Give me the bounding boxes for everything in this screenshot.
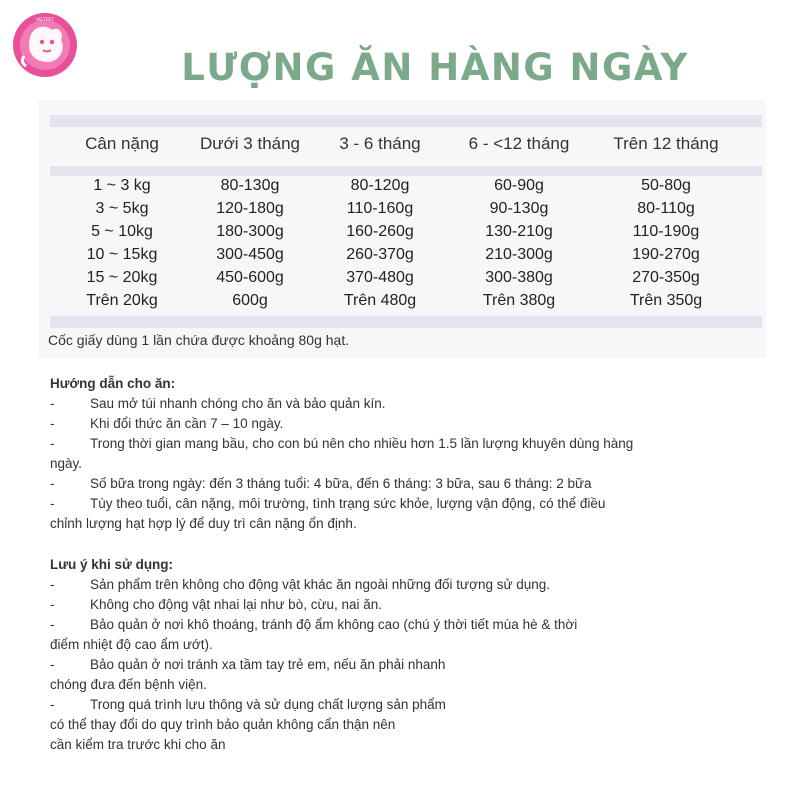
list-item-text: Không cho động vật nhai lại như bò, cừu, nai ăn. — [90, 597, 383, 612]
table-band-top — [50, 115, 762, 127]
cell-value: 270-350g — [632, 269, 700, 286]
cell-value: 450-600g — [216, 269, 284, 286]
cell-value: 120-180g — [216, 200, 284, 217]
cell-value: 600g — [232, 292, 268, 309]
cell-weight: 1 ~ 3 kg — [93, 177, 151, 194]
feeding-guide-heading: Hướng dẫn cho ăn: — [50, 376, 176, 391]
list-item-text: Tùy theo tuổi, cân nặng, môi trường, tình trạng sức khỏe, lượng vận động, có thể điều — [90, 496, 606, 511]
list-item: - Sản phẩm trên không cho động vật khác ăn ngoài những đối tượng sử dụng. — [50, 577, 551, 592]
header-over-12-months: Trên 12 tháng — [613, 134, 719, 153]
list-item: - Không cho động vật nhai lại như bò, cừu, nai ăn. — [50, 597, 383, 612]
list-item-continuation: chỉnh lượng hạt hợp lý để duy trì cân nặng ổn định. — [50, 516, 357, 531]
list-item-continuation: điểm nhiệt độ cao ẩm ướt). — [50, 637, 213, 652]
header-weight: Cân nặng — [85, 134, 159, 153]
list-item-text: Sau mở túi nhanh chóng cho ăn và bảo quản kín. — [90, 396, 386, 411]
table-row — [38, 223, 766, 245]
list-item-text: Sản phẩm trên không cho động vật khác ăn ngoài những đối tượng sử dụng. — [90, 577, 551, 592]
table-row — [38, 269, 766, 291]
usage-notes-heading: Lưu ý khi sử dụng: — [50, 557, 174, 572]
list-item: - Trong quá trình lưu thông và sử dụng chất lượng sản phẩm có thể thay đổi do quy trình bảo quản không cẩn thận nên cần kiểm tra trước khi cho ăn — [50, 695, 750, 755]
list-item-text: Trong thời gian mang bầu, cho con bú nên cho nhiều hơn 1.5 lần lượng khuyên dùng hàng — [90, 436, 634, 451]
cell-weight: 15 ~ 20kg — [86, 269, 158, 286]
list-item: - Trong thời gian mang bầu, cho con bú nên cho nhiều hơn 1.5 lần lượng khuyên dùng hàng ngày. — [50, 434, 750, 474]
table-row — [38, 177, 766, 199]
cell-weight: 5 ~ 10kg — [91, 223, 153, 240]
table-band-bottom — [50, 316, 762, 328]
header-6-12-months: 6 - <12 tháng — [468, 134, 570, 153]
cell-value: 80-120g — [350, 177, 410, 194]
list-item-continuation: cần kiểm tra trước khi cho ăn — [50, 737, 226, 752]
list-item: - Số bữa trong ngày: đến 3 tháng tuổi: 4 bữa, đến 6 tháng: 3 bữa, sau 6 tháng: 2 bữa — [50, 476, 592, 491]
table-row — [38, 292, 766, 314]
cell-weight: 10 ~ 15kg — [86, 246, 158, 263]
list-item-text: Số bữa trong ngày: đến 3 tháng tuổi: 4 bữa, đến 6 tháng: 3 bữa, sau 6 tháng: 2 bữa — [90, 476, 592, 491]
table-row — [38, 200, 766, 222]
header-under-3-months: Dưới 3 tháng — [199, 134, 301, 153]
cell-weight: 3 ~ 5kg — [95, 200, 149, 217]
table-header-row — [38, 134, 766, 156]
cell-value: 110-190g — [632, 223, 700, 240]
cell-value: 80-110g — [637, 200, 695, 217]
cell-weight: Trên 20kg — [86, 292, 158, 309]
usage-notes — [50, 555, 750, 755]
list-item: - Bảo quản ở nơi tránh xa tầm tay trẻ em, nếu ăn phải nhanh chóng đưa đến bệnh viện. — [50, 655, 750, 695]
cell-value: 50-80g — [641, 177, 691, 194]
header-3-6-months: 3 - 6 tháng — [339, 134, 421, 153]
table-band-mid — [50, 166, 762, 176]
list-item: - Khi đổi thức ăn cần 7 – 10 ngày. — [50, 416, 284, 431]
logo-text: VIETPET — [35, 18, 55, 23]
cell-value: 160-260g — [346, 223, 414, 240]
list-item-continuation: có thể thay đổi do quy trình bảo quản không cẩn thận nên — [50, 717, 396, 732]
cell-value: Trên 480g — [343, 292, 417, 309]
list-item: - Sau mở túi nhanh chóng cho ăn và bảo quản kín. — [50, 396, 386, 411]
list-item-text: Khi đổi thức ăn cần 7 – 10 ngày. — [90, 416, 284, 431]
list-item-continuation: ngày. — [50, 456, 83, 471]
list-item-text: Bảo quản ở nơi tránh xa tầm tay trẻ em, nếu ăn phải nhanh — [90, 657, 446, 672]
cell-value: 210-300g — [485, 246, 553, 263]
cell-value: 180-300g — [216, 223, 284, 240]
list-item: - Tùy theo tuổi, cân nặng, môi trường, tình trạng sức khỏe, lượng vận động, có thể điều chỉnh lượng hạt hợp lý để duy trì cân nặng ổn định. — [50, 494, 750, 534]
cell-value: Trên 350g — [629, 292, 703, 309]
cell-value: 60-90g — [494, 177, 544, 194]
table-note: Cốc giấy dùng 1 lần chứa được khoảng 80g hạt. — [48, 332, 350, 348]
cell-value: 80-130g — [220, 177, 280, 194]
page-title: LƯỢNG ĂN HÀNG NGÀY — [181, 46, 689, 89]
cell-value: 190-270g — [632, 246, 700, 263]
cell-value: 110-160g — [346, 200, 414, 217]
cell-value: 300-450g — [216, 246, 284, 263]
cell-value: 130-210g — [485, 223, 553, 240]
list-item-continuation: chóng đưa đến bệnh viện. — [50, 677, 207, 692]
cell-value: 300-380g — [485, 269, 553, 286]
cell-value: Trên 380g — [482, 292, 556, 309]
feeding-guide — [50, 374, 750, 534]
cell-value: 90-130g — [489, 200, 549, 217]
list-item-text: Trong quá trình lưu thông và sử dụng chất lượng sản phẩm — [90, 697, 446, 712]
table-row — [38, 246, 766, 268]
cell-value: 370-480g — [346, 269, 414, 286]
feeding-table — [38, 100, 766, 358]
list-item-text: Bảo quản ở nơi khô thoáng, tránh độ ẩm không cao (chú ý thời tiết mùa hè & thời — [90, 617, 578, 632]
list-item: - Bảo quản ở nơi khô thoáng, tránh độ ẩm không cao (chú ý thời tiết mùa hè & thời điểm nhiệt độ cao ẩm ướt). — [50, 615, 750, 655]
cell-value: 260-370g — [346, 246, 414, 263]
